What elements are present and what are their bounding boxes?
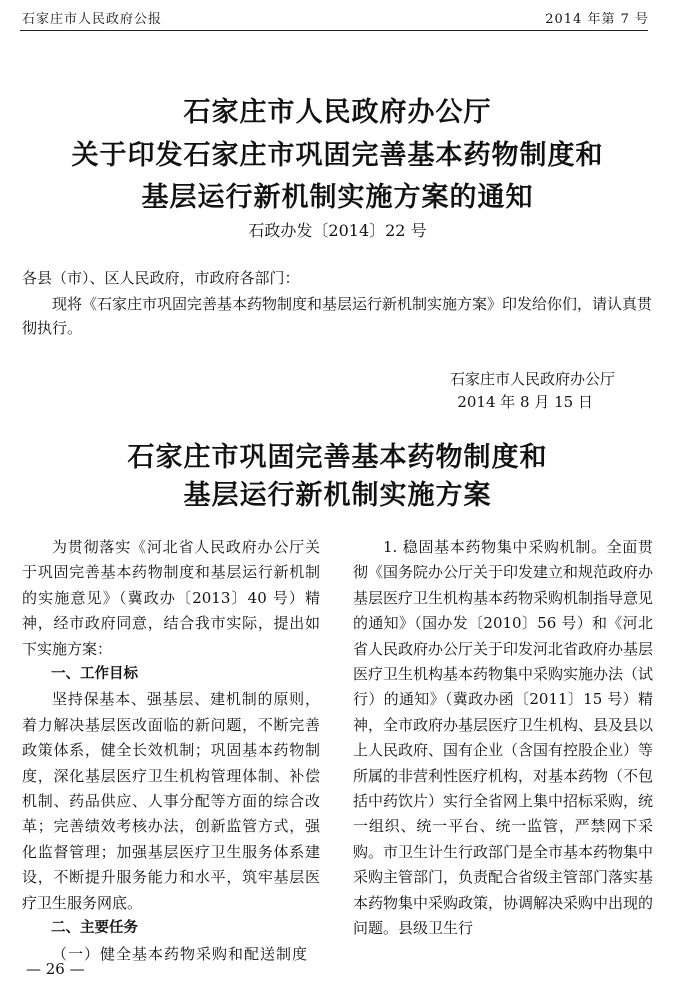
plan-intro: 为贯彻落实《河北省人民政府办公厅关于巩固完善基本药物制度和基层运行新机制的实施意见》（冀政办〔2013〕40 号）精神，经市政府同意，结合我市实际，提出如下实施方案：: [22, 538, 320, 658]
signature-org: 石家庄市人民政府办公厅: [449, 370, 615, 388]
right-column: [353, 535, 653, 942]
document-number: 石政办发〔2014〕22 号: [248, 221, 427, 240]
notice-title-line-3: 基层运行新机制实施方案的通知: [141, 182, 534, 213]
header-issue: 2014 年第 7 号: [545, 12, 649, 27]
page-number: — 26 —: [26, 960, 85, 978]
notice-title-line-1: 石家庄市人民政府办公厅: [183, 97, 492, 128]
left-column: [22, 535, 320, 967]
notice-body: 现将《石家庄市巩固完善基本药物制度和基层运行新机制实施方案》印发给你们，请认真贯彻执行。: [22, 295, 653, 337]
section-body-goals: 坚持保基本、强基层、建机制的原则，着力解决基层医改面临的新问题，不断完善政策体系，健全长效机制；巩固基本药物制度，深化基层医疗卫生机构管理体制、补偿机制、药品供应、人事分配等方面的综合改革；完善绩效考核办法，创新监管方式，强化监督管理；加强基层医疗卫生服务体系建设，不断提升服务能力和水平，筑牢基层医疗卫生服务网底。: [22, 690, 320, 912]
plan-title-line-2: 基层运行新机制实施方案: [183, 480, 492, 511]
section-heading-goals: 一、工作目标: [51, 666, 138, 683]
item-1-body: 1. 稳固基本药物集中采购机制。全面贯彻《国务院办公厅关于印发建立和规范政府办基层医疗卫生机构基本药物采购机制指导意见的通知》（国办发〔2010〕56 号）和《河北省人民政府办公厅关于印发河北省政府办基层医疗卫生机构基本药物集中采购实施办法（试行）的通知》（冀政办函〔2011〕15 号）精神，全市政府办基层医疗卫生机构、县及县以上人民政府、国有企业（含国有控股企业）等所属的非营利性医疗机构，对基本药物（不包括中药饮片）实行全省网上集中招标采购，统一组织、统一平台、统一监管，严禁网下采购。市卫生计生行政部门是全市基本药物集中采购主管部门，负责配合省级主管部门落实基本药物集中采购政策，协调解决采购中出现的问题。县级卫生行: [353, 538, 654, 938]
signature-date: 2014 年 8 月 15 日: [457, 393, 593, 411]
subsection-heading: （一）健全基本药物采购和配送制度: [52, 944, 309, 963]
plan-title-line-1: 石家庄市巩固完善基本药物制度和: [127, 442, 548, 473]
header-publication: 石家庄市人民政府公报: [22, 12, 163, 27]
section-heading-tasks: 二、主要任务: [51, 920, 138, 937]
recipients: 各县（市）、区人民政府，市政府各部门：: [22, 269, 300, 287]
notice-title-line-2: 关于印发石家庄市巩固完善基本药物制度和: [71, 140, 604, 171]
header-rule: [20, 30, 648, 31]
